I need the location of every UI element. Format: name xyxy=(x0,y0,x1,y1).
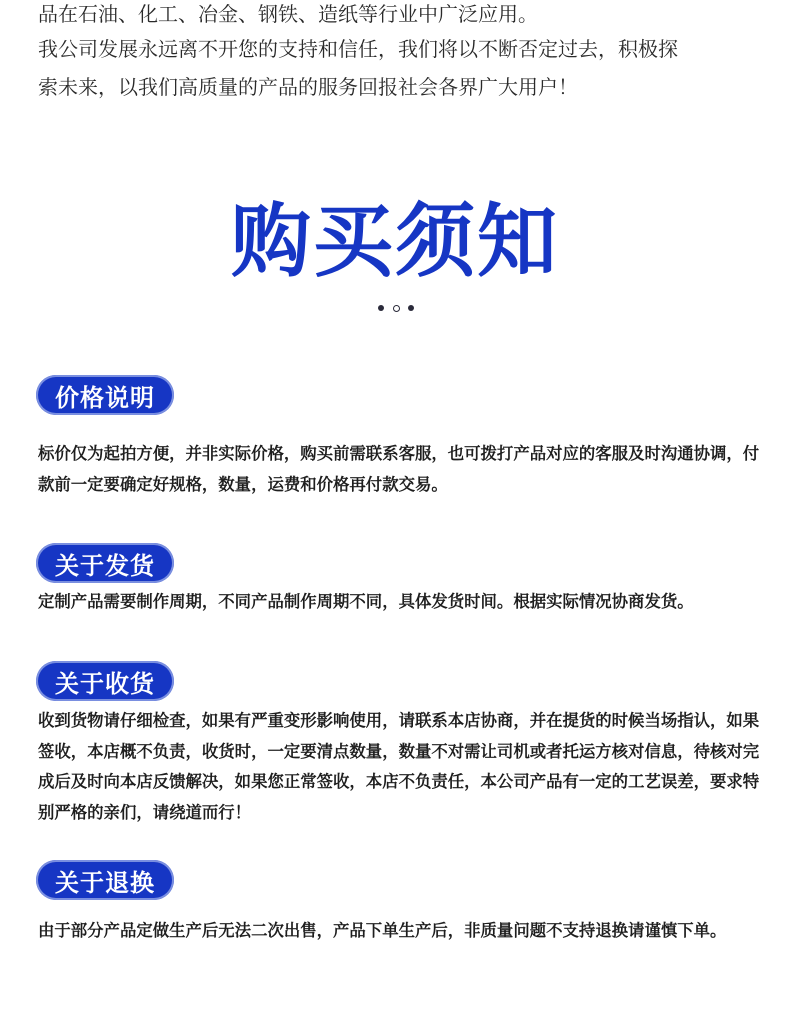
section-body-price: 标价仅为起拍方便，并非实际价格，购买前需联系客服，也可拨打产品对应的客服及时沟通协调，付款前一定要确定好规格，数量，运费和价格再付款交易。 xyxy=(38,444,760,494)
section-heading-returns xyxy=(36,860,174,900)
section-body-shipping: 定制产品需要制作周期，不同产品制作周期不同，具体发货时间。根据实际情况协商发货。 xyxy=(38,592,694,611)
intro-line-1: 品在石油、化工、冶金、钢铁、造纸等行业中广泛应用。 xyxy=(38,2,538,26)
intro-line-3: 索未来，以我们高质量的产品的服务回报社会各界广大用户！ xyxy=(38,75,578,99)
section-body-receiving: 收到货物请仔细检查，如果有严重变形影响使用，请联系本店协商，并在提货的时候当场指认，如果签收，本店概不负责，收货时，一定要清点数量，数量不对需让司机或者托运方核对信息，待核对完成后及时向本店反馈解决，如果您正常签收，本店不负责任，本公司产品有一定的工艺误差，要求特别严格的亲们，请绕道而行！ xyxy=(38,711,760,822)
title-divider-dots xyxy=(378,303,414,313)
section-heading-label: 关于收货 xyxy=(55,669,155,698)
section-heading-shipping xyxy=(36,543,174,583)
intro-line-2: 我公司发展永远离不开您的支持和信任，我们将以不断否定过去，积极探 xyxy=(38,37,678,61)
section-heading-label: 关于发货 xyxy=(55,551,155,580)
dot-icon xyxy=(408,305,414,311)
section-heading-label: 关于退换 xyxy=(55,868,155,897)
hollow-dot-icon xyxy=(393,305,400,312)
section-heading-receiving xyxy=(36,661,174,701)
section-heading-label: 价格说明 xyxy=(55,383,155,412)
section-heading-price xyxy=(36,375,174,415)
dot-icon xyxy=(378,305,384,311)
page-title: 购买须知 xyxy=(231,195,559,288)
section-body-returns: 由于部分产品定做生产后无法二次出售，产品下单生产后，非质量问题不支持退换请谨慎下单。 xyxy=(38,921,727,940)
